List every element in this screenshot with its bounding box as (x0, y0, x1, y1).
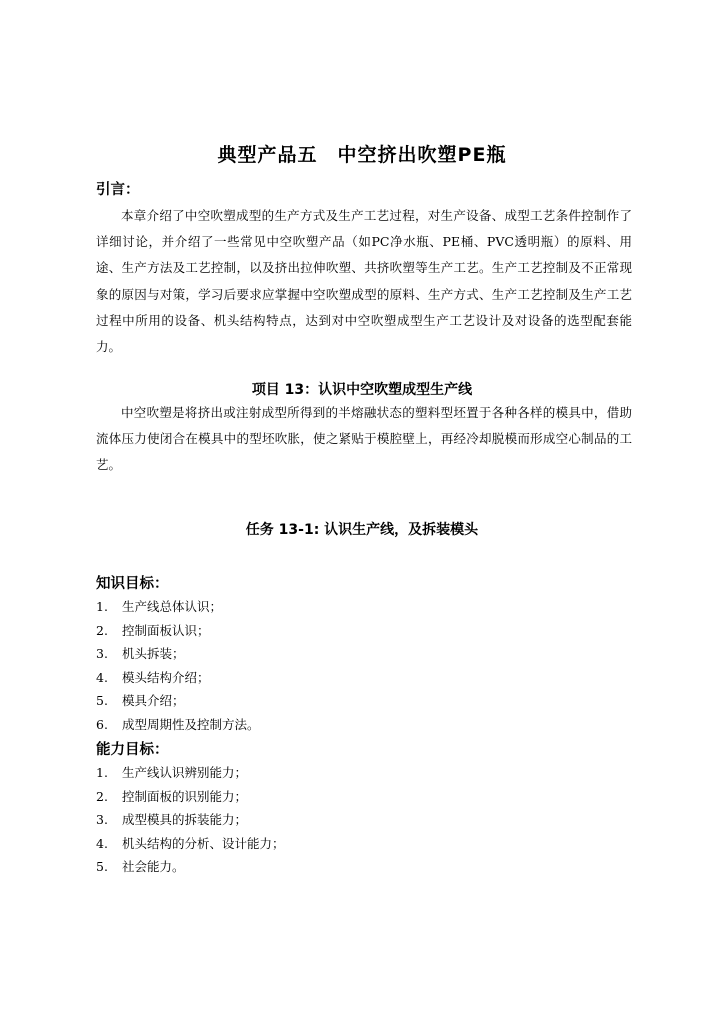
list-item (96, 689, 260, 713)
knowledge-goals-list (96, 595, 260, 736)
list-item-number: 5. (96, 693, 108, 708)
list-item (96, 642, 260, 666)
list-item-text: 生产线总体认识； (122, 599, 223, 614)
list-item (96, 595, 260, 619)
intro-heading: 引言： (96, 182, 140, 198)
document-title: 典型产品五 中空挤出吹塑PE瓶 (217, 144, 507, 166)
list-item-text: 成型模具的拆装能力； (122, 812, 248, 827)
list-item (96, 713, 260, 737)
list-item-number: 5. (96, 859, 108, 874)
list-item-text: 模头结构介绍； (122, 669, 210, 685)
list-item-text: 生产线认识辨别能力； (122, 765, 248, 780)
list-item (96, 619, 260, 643)
list-item-text: 机头拆装； (122, 646, 185, 661)
list-item-text: 社会能力。 (122, 859, 185, 874)
list-item (96, 666, 260, 690)
ability-goals-list (96, 761, 285, 879)
list-item-number: 6. (96, 716, 108, 732)
list-item-number: 1. (96, 765, 108, 780)
list-item-number: 2. (96, 622, 108, 638)
intro-paragraph: 本章介绍了中空吹塑成型的生产方式及生产工艺过程，对生产设备、成型工艺条件控制作了详细讨论，并介绍了一些常见中空吹塑产品（如PC净水瓶、PE桶、PVC透明瓶）的原料、用途、生产方法及工艺控制，以及挤出拉伸吹塑、共挤吹塑等生产工艺。生产工艺控制及不正常现象的原因与对策，学习后要求应掌握中空吹塑成型的原料、生产方式、生产工艺控制及生产工艺过程中所用的设备、机头结构特点，达到对中空吹塑成型生产工艺设计及对设备的选型配套能力。 (96, 208, 632, 355)
list-item-text: 控制面板的识别能力； (122, 788, 248, 804)
list-item-number: 2. (96, 788, 108, 804)
ability-goals-heading: 能力目标： (96, 742, 169, 758)
list-item-text: 模具介绍； (122, 693, 185, 708)
list-item-number: 4. (96, 835, 108, 851)
list-item-number: 4. (96, 669, 108, 685)
list-item (96, 785, 285, 809)
list-item (96, 832, 285, 856)
project-paragraph: 中空吹塑是将挤出或注射成型所得到的半熔融状态的塑料型坯置于各种各样的模具中，借助流体压力使闭合在模具中的型坯吹胀，使之紧贴于模腔壁上，再经冷却脱模而形成空心制品的工艺。 (96, 405, 632, 473)
list-item (96, 855, 285, 879)
knowledge-goals-heading: 知识目标： (96, 576, 169, 592)
list-item-text: 机头结构的分析、设计能力； (122, 835, 285, 851)
list-item-number: 1. (96, 599, 108, 614)
project-heading: 项目 13：认识中空吹塑成型生产线 (251, 382, 473, 398)
list-item-text: 控制面板认识； (122, 622, 210, 638)
list-item-number: 3. (96, 812, 108, 827)
task-heading: 任务 13-1: 认识生产线，及拆装模头 (245, 522, 479, 538)
list-item (96, 761, 285, 785)
list-item-text: 成型周期性及控制方法。 (122, 716, 260, 732)
list-item (96, 808, 285, 832)
list-item-number: 3. (96, 646, 108, 661)
